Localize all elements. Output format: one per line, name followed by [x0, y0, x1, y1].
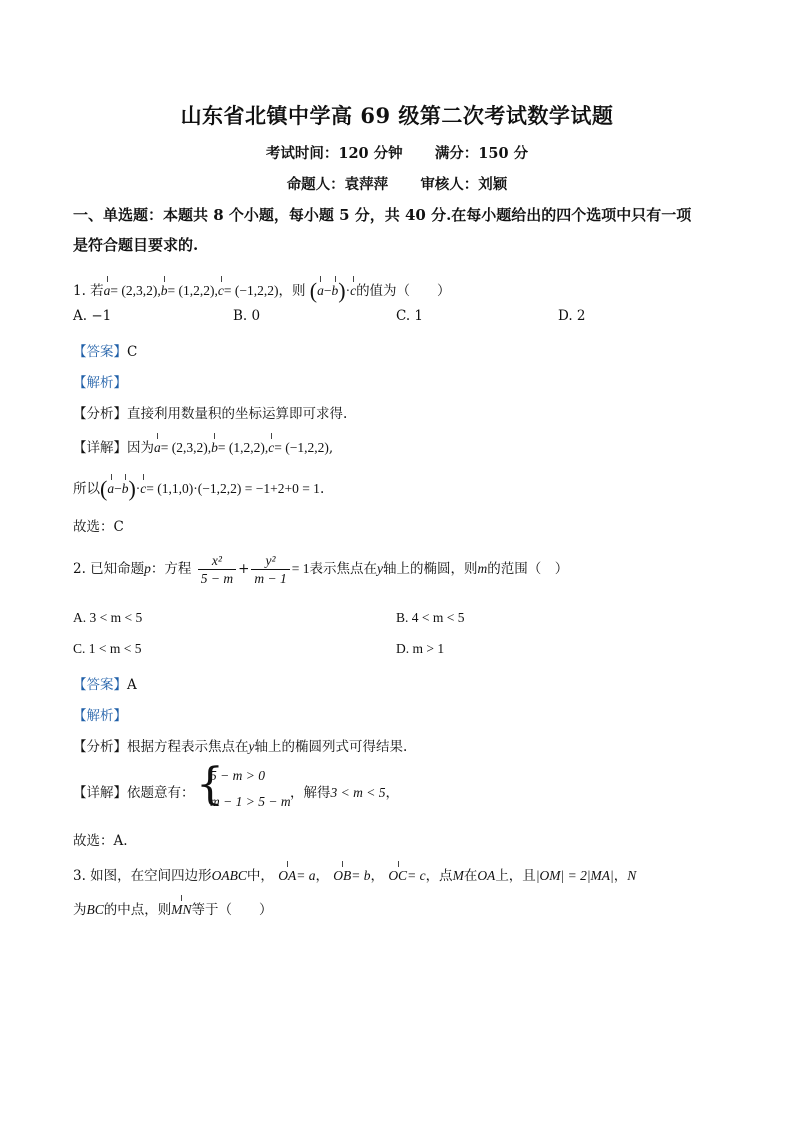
q3-n: N — [627, 868, 637, 883]
fraction-y-num: y² — [251, 552, 289, 570]
q3-wei: 为 — [73, 902, 87, 918]
q2-analysis-tag: 【解析】 — [73, 708, 127, 724]
vector-c: c — [217, 283, 224, 298]
q2-option-d: D. m > 1 — [396, 641, 445, 656]
q2-detail-label — [73, 781, 195, 801]
full-score: 满分：150 分 — [434, 145, 529, 162]
detail-mid: ，解得 — [290, 785, 331, 801]
q1-choose: 故选：C — [73, 519, 124, 535]
fraction-x — [198, 552, 236, 587]
detail-end: , — [328, 440, 334, 456]
q1-detail-a: = (2,3,2), — [160, 440, 212, 455]
question-3-stem-line1: 3. 如图，在空间四边形OABC中， OA= a， OB= b， OC= c，点M在OA上，且|OM| = 2|MA|，N — [73, 868, 637, 884]
vector-ob: OB — [333, 868, 352, 883]
vector-b: b — [160, 283, 168, 298]
q2-y-axis: y — [377, 561, 383, 576]
exam-info — [0, 142, 794, 163]
q2-p: p — [144, 561, 151, 576]
q3-eq-a: = a — [296, 868, 316, 883]
fraction-x-num: x² — [198, 552, 236, 570]
q2-prefix: 2. 已知命题 — [73, 561, 145, 577]
exam-time: 考试时间：120 分钟 — [265, 145, 403, 162]
q2-choose: 故选：A. — [73, 833, 128, 849]
q1-b-value: = (1,2,2), — [167, 283, 218, 298]
detail-end: ， — [385, 785, 399, 801]
fenxi-y: y — [248, 739, 255, 754]
q3-zhong: 中， — [246, 868, 274, 884]
answer-value: C — [127, 344, 138, 360]
fenxi-text: 直接利用数量积的坐标运算即可求得. — [127, 406, 348, 422]
q2-answer — [73, 673, 137, 693]
author: 命题人：袁萍萍 — [286, 176, 389, 193]
section-heading-line1: 一、单选题：本题共 8 个小题，每小题 5 分，共 40 分.在每小题给出的四个选项中只有一项 — [73, 206, 692, 224]
q1-option-b: B. 0 — [233, 308, 261, 324]
q2-eq-one: = 1 — [291, 561, 310, 576]
answer-tag: 【答案】 — [73, 677, 127, 693]
detail-prefix: 依题意有： — [127, 785, 195, 801]
detail-result: 3 < m < 5 — [330, 785, 386, 800]
vector-a: a — [154, 440, 161, 455]
q1-calculation — [73, 476, 324, 502]
system-line-1: 5 − m > 0 — [210, 768, 265, 783]
q2-option-b: B. 4 < m < 5 — [396, 610, 465, 625]
q3-point: ，点 — [425, 868, 453, 884]
fenxi-text-1: 根据方程表示焦点在 — [127, 739, 249, 755]
q1-detail-b: = (1,2,2), — [217, 440, 269, 455]
calc-text: = (1,1,0)·(−1,2,2) = −1+2+0 = 1 — [146, 481, 320, 496]
q3-prefix: 3. 如图，在空间四边形 — [73, 868, 212, 884]
q1-option-d: D. 2 — [558, 308, 586, 324]
q3-oa-line: OA — [477, 868, 496, 883]
q2-option-a: A. 3 < m < 5 — [73, 610, 143, 625]
q3-midpoint: 的中点，则 — [103, 902, 172, 918]
detail-tag: 【详解】 — [73, 785, 127, 801]
vector-b: b — [211, 440, 218, 455]
section-heading-line2: 是符合题目要求的. — [73, 236, 199, 254]
q3-oabc: OABC — [211, 868, 247, 883]
question-2-stem: 2. 已知命题p：方程 $\frac{\text{x²}}{5 - m}$ + $\frac{\text{y²}}{m - 1}$ = 1表示焦点在y轴上的椭圆，则m的范围（ ） — [73, 553, 569, 586]
q1-detail — [73, 436, 333, 456]
q1-detail-c: = (−1,2,2) — [274, 440, 329, 455]
q3-bc: BC — [86, 902, 104, 917]
q1-option-c: C. 1 — [396, 308, 424, 324]
q2-desc3: 的范围（ ） — [487, 561, 569, 577]
q3-condition: |OM| = 2|MA| — [535, 868, 614, 883]
detail-tag: 【详解】 — [73, 440, 127, 456]
question-3-stem-line2 — [73, 898, 273, 918]
vector-oa: OA — [278, 868, 297, 883]
q2-m: m — [477, 561, 488, 576]
q2-desc1: 表示焦点在 — [309, 561, 377, 577]
fenxi-text-2: 轴上的椭圆列式可得结果. — [254, 739, 408, 755]
system-line-2: m − 1 > 5 − m — [210, 794, 291, 809]
q1-analysis-tag: 【解析】 — [73, 375, 127, 391]
calc-end: . — [319, 481, 325, 497]
q3-equals: 等于（ ） — [191, 902, 273, 918]
fraction-y — [251, 552, 289, 587]
answer-tag: 【答案】 — [73, 344, 127, 360]
vector-mn: MN — [171, 902, 192, 917]
q1-fenxi — [73, 402, 347, 422]
fraction-x-den: 5 − m — [200, 571, 234, 586]
q2-detail-result — [290, 781, 399, 801]
fenxi-tag: 【分析】 — [73, 406, 127, 422]
reviewer: 审核人：刘颖 — [420, 176, 508, 193]
vector-a: a — [103, 283, 111, 298]
q1-c-value: = (−1,2,2) — [223, 283, 279, 298]
q1-prefix: 1. 若 — [73, 283, 104, 299]
question-1-stem — [73, 278, 451, 304]
q3-zai: 在 — [463, 868, 478, 884]
author-info — [0, 173, 794, 194]
detail-prefix: 因为 — [127, 440, 154, 456]
q1-expression: (a−b)·c — [309, 278, 357, 303]
q3-eq-b: = b — [351, 868, 371, 883]
q1-suffix: 的值为（ ） — [356, 283, 451, 299]
answer-value: A — [127, 677, 137, 693]
system-brace: { — [196, 759, 224, 810]
q1-a-value: = (2,3,2), — [110, 283, 161, 298]
fraction-y-den: m − 1 — [254, 571, 287, 586]
vector-oc: OC — [388, 868, 408, 883]
q3-eq-c: = c — [407, 868, 426, 883]
fenxi-tag: 【分析】 — [73, 739, 127, 755]
q1-then: ，则 — [278, 283, 306, 299]
q2-colon: ：方程 — [150, 561, 192, 577]
q3-m: M — [452, 868, 464, 883]
q1-option-a: A. −1 — [73, 308, 112, 324]
q3-shang: 上，且 — [495, 868, 536, 884]
calc-prefix: 所以 — [73, 481, 100, 497]
q2-fenxi — [73, 735, 407, 755]
q1-answer — [73, 340, 137, 360]
vector-c: c — [268, 440, 275, 455]
q1-calc-expr: (a−b)·c — [100, 476, 147, 501]
page-title: 山东省北镇中学高 69 级第二次考试数学试题 — [180, 103, 614, 128]
q2-option-c: C. 1 < m < 5 — [73, 641, 142, 656]
q2-desc2: 轴上的椭圆，则 — [383, 561, 478, 577]
